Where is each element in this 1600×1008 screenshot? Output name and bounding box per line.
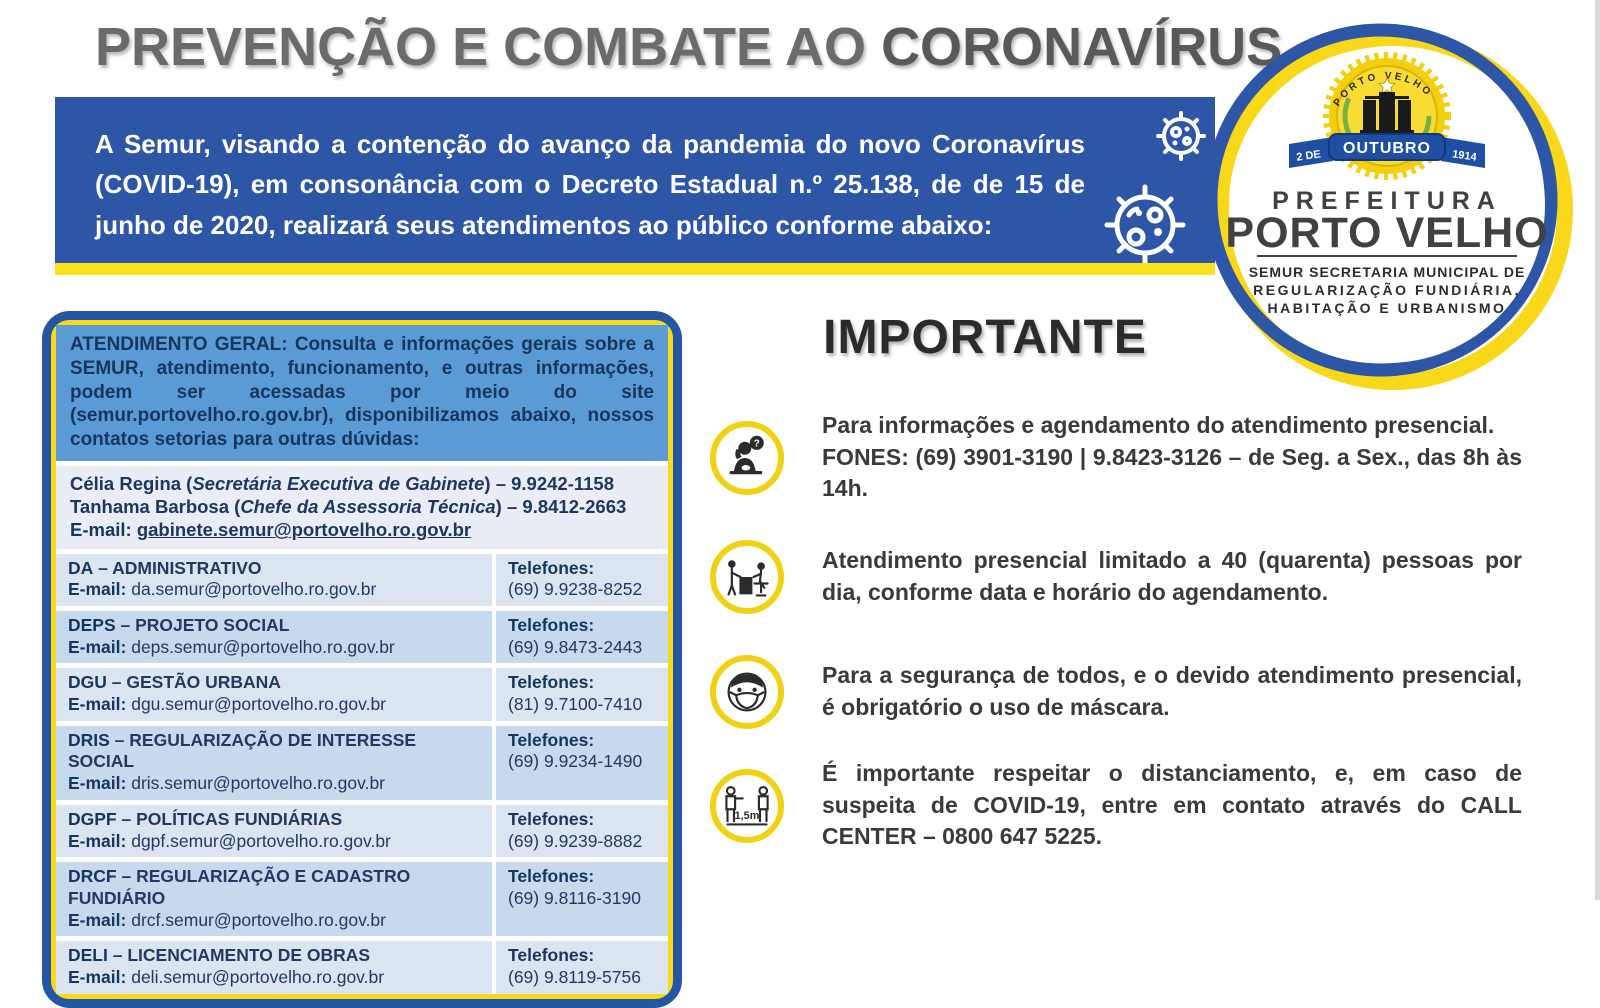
info-agent-icon bbox=[721, 432, 773, 484]
banner-underline-stripe bbox=[55, 263, 1215, 275]
phone-number: (81) 9.7100-7410 bbox=[508, 694, 643, 715]
phone-label: Telefones: bbox=[508, 808, 595, 829]
department-name: PROJETO SOCIAL bbox=[135, 615, 290, 636]
contact-line: Célia Regina (Secretária Executiva de Gabinete) – 9.9242-1158 bbox=[70, 472, 614, 494]
important-item-text: Para informações e agendamento do atendimento presencial. FONES: (69) 3901-3190 | 9.8423-3126 – de Seg. a Sex., das 8h às 14h. bbox=[822, 412, 1522, 502]
department-email[interactable]: drcf.semur@portovelho.ro.gov.br bbox=[126, 909, 386, 930]
face-mask-icon bbox=[721, 666, 773, 718]
atendimento-panel bbox=[42, 311, 682, 1008]
phone-cell bbox=[496, 941, 668, 993]
phone-cell bbox=[496, 554, 668, 606]
seal-ribbon-center-text: OUTUBRO bbox=[1343, 140, 1431, 157]
department-email[interactable]: deli.semur@portovelho.ro.gov.br bbox=[126, 966, 385, 987]
department-name: ADMINISTRATIVO bbox=[112, 557, 262, 578]
phone-cell bbox=[496, 805, 668, 857]
table-row bbox=[56, 941, 668, 993]
phone-number: (69) 9.9234-1490 bbox=[508, 751, 643, 772]
department-separator: – bbox=[109, 729, 130, 750]
table-row bbox=[56, 554, 668, 606]
logo-prefeitura-text: PREFEITURA bbox=[1272, 187, 1502, 215]
department-name: REGULARIZAÇÃO DE INTERESSE SOCIAL bbox=[68, 729, 417, 772]
email-colon: : bbox=[125, 519, 137, 541]
contact-line: Tanhama Barbosa (Chefe da Assessoria Técnica) – 9.8412-2663 bbox=[70, 496, 627, 518]
phone-cell bbox=[496, 726, 668, 800]
important-item-icon-ring bbox=[710, 540, 784, 614]
email-label: E-mail: bbox=[68, 966, 127, 987]
gabinete-contact-lines bbox=[70, 472, 654, 519]
gabinete-contacts bbox=[56, 466, 668, 549]
table-row bbox=[56, 611, 668, 663]
department-name: REGULARIZAÇÃO E CADASTRO FUNDIÁRIO bbox=[68, 866, 411, 908]
logo-subtitle-2: REGULARIZAÇÃO FUNDIÁRIA, bbox=[1253, 282, 1521, 298]
gabinete-email-line bbox=[70, 518, 654, 541]
phone-label: Telefones: bbox=[508, 945, 595, 966]
phone-cell bbox=[496, 611, 668, 663]
department-code: DRCF bbox=[68, 866, 117, 887]
department-code: DA bbox=[68, 557, 94, 578]
department-name: LICENCIAMENTO DE OBRAS bbox=[127, 945, 371, 966]
important-item bbox=[710, 410, 1525, 505]
department-code: DGPF bbox=[68, 808, 117, 829]
department-cell bbox=[56, 668, 492, 720]
email-label: E-mail: bbox=[68, 830, 127, 851]
phone-number: (69) 9.8116-3190 bbox=[508, 887, 641, 908]
email-label: E-mail: bbox=[68, 694, 127, 715]
important-item-text: É importante respeitar o distanciamento, e, em caso de suspeita de COVID-19, entre em contato através do CALL CENTER – 0800 647 5225. bbox=[822, 760, 1522, 850]
department-cell bbox=[56, 726, 492, 800]
important-item-text: Atendimento presencial limitado a 40 (quarenta) pessoas por dia, conforme data e horário do agendamento. bbox=[822, 547, 1522, 605]
department-separator: – bbox=[107, 945, 128, 966]
department-code: DEPS bbox=[68, 615, 116, 636]
atendimento-header-rest: Consulta e informações gerais sobre a SEMUR, atendimento, funcionamento, e outras informações, podem ser acessadas por meio do site (semur.portovelho.ro.gov.br), disponibilizamos abaixo, nossos contatos setorias para outras dúvidas: bbox=[70, 334, 654, 450]
important-item-icon-ring bbox=[710, 655, 784, 729]
prefeitura-porto-velho-logo bbox=[1197, 4, 1577, 406]
intro-banner-text: A Semur, visando a contenção do avanço da pandemia do novo Coronavírus (COVID-19), em consonância com o Decreto Estadual n.º 25.138, de de 15 de junho de 2020, realizará seus atendimentos ao público conforme abaixo: bbox=[95, 129, 1085, 240]
department-cell bbox=[56, 611, 492, 663]
gabinete-email-link[interactable]: gabinete.semur@portovelho.ro.gov.br bbox=[136, 519, 472, 541]
phone-label: Telefones: bbox=[508, 866, 595, 887]
virus-icon bbox=[1095, 175, 1195, 275]
phone-number: (69) 9.9239-8882 bbox=[508, 830, 643, 851]
department-email[interactable]: da.semur@portovelho.ro.gov.br bbox=[126, 579, 377, 600]
table-row bbox=[56, 805, 668, 857]
phone-number: (69) 9.8473-2443 bbox=[508, 636, 643, 657]
department-separator: – bbox=[116, 808, 137, 829]
important-item bbox=[710, 758, 1525, 853]
important-item-icon-ring bbox=[710, 421, 784, 495]
atendimento-header-bold: ATENDIMENTO GERAL: bbox=[70, 334, 288, 355]
department-cell bbox=[56, 862, 492, 936]
department-name: GESTÃO URBANA bbox=[126, 672, 281, 693]
email-label: E-mail: bbox=[68, 579, 127, 600]
department-cell bbox=[56, 941, 492, 993]
department-code: DGU bbox=[68, 672, 107, 693]
department-email[interactable]: dgu.semur@portovelho.ro.gov.br bbox=[126, 694, 387, 715]
seal-ribbon-right-text: 1914 bbox=[1451, 148, 1478, 164]
table-row bbox=[56, 726, 668, 800]
email-label: E-mail: bbox=[68, 909, 127, 930]
phone-label: Telefones: bbox=[508, 672, 595, 693]
phone-label: Telefones: bbox=[508, 615, 595, 636]
seal-arc-text: PORTO VELHO bbox=[1331, 70, 1435, 109]
logo-porto-velho-text: PORTO VELHO bbox=[1225, 209, 1549, 257]
important-item-text: Para a segurança de todos, e o devido atendimento presencial, é obrigatório o uso de máscara. bbox=[822, 662, 1522, 720]
important-item bbox=[710, 655, 1525, 729]
department-separator: – bbox=[106, 672, 127, 693]
department-code: DELI bbox=[68, 945, 108, 966]
atendimento-header bbox=[56, 325, 668, 461]
phone-label: Telefones: bbox=[508, 729, 595, 750]
phone-number: (69) 9.9238-8252 bbox=[508, 579, 643, 600]
page-title-regular: PREVENÇÃO E COMBATE AO bbox=[95, 17, 882, 77]
email-label: E-mail: bbox=[68, 636, 127, 657]
department-cell bbox=[56, 805, 492, 857]
department-email[interactable]: deps.semur@portovelho.ro.gov.br bbox=[126, 636, 395, 657]
department-cell bbox=[56, 554, 492, 606]
important-item bbox=[710, 540, 1525, 614]
important-item-icon-ring bbox=[710, 769, 784, 843]
phone-cell bbox=[496, 668, 668, 720]
department-code: DRIS bbox=[68, 729, 110, 750]
logo-subtitle-1: SEMUR SECRETARIA MUNICIPAL DE bbox=[1248, 264, 1526, 280]
department-separator: – bbox=[115, 615, 136, 636]
contact-table bbox=[56, 554, 668, 994]
scanned-edge bbox=[1595, 0, 1600, 900]
email-label: E-mail bbox=[70, 519, 126, 541]
important-title: IMPORTANTE bbox=[823, 311, 1147, 364]
phone-cell bbox=[496, 862, 668, 936]
page-title-bold: CORONAVÍRUS bbox=[881, 17, 1283, 77]
email-label: E-mail: bbox=[68, 773, 127, 794]
desk-meeting-icon bbox=[721, 551, 773, 603]
distancing-icon bbox=[721, 780, 773, 832]
intro-banner bbox=[55, 97, 1215, 263]
department-email[interactable]: dgpf.semur@portovelho.ro.gov.br bbox=[126, 830, 391, 851]
department-email[interactable]: dris.semur@portovelho.ro.gov.br bbox=[126, 773, 386, 794]
department-name: POLÍTICAS FUNDIÁRIAS bbox=[136, 808, 343, 829]
page-title bbox=[95, 16, 1283, 78]
department-separator: – bbox=[116, 866, 137, 887]
phone-label: Telefones: bbox=[508, 557, 595, 578]
seal-building bbox=[1360, 92, 1414, 136]
department-separator: – bbox=[93, 557, 113, 578]
table-row bbox=[56, 668, 668, 720]
seal-ribbon-left-text: 2 DE bbox=[1295, 148, 1322, 164]
logo-subtitle-3: HABITAÇÃO E URBANISMO bbox=[1267, 300, 1507, 316]
phone-number: (69) 9.8119-5756 bbox=[508, 966, 641, 987]
table-row bbox=[56, 862, 668, 936]
